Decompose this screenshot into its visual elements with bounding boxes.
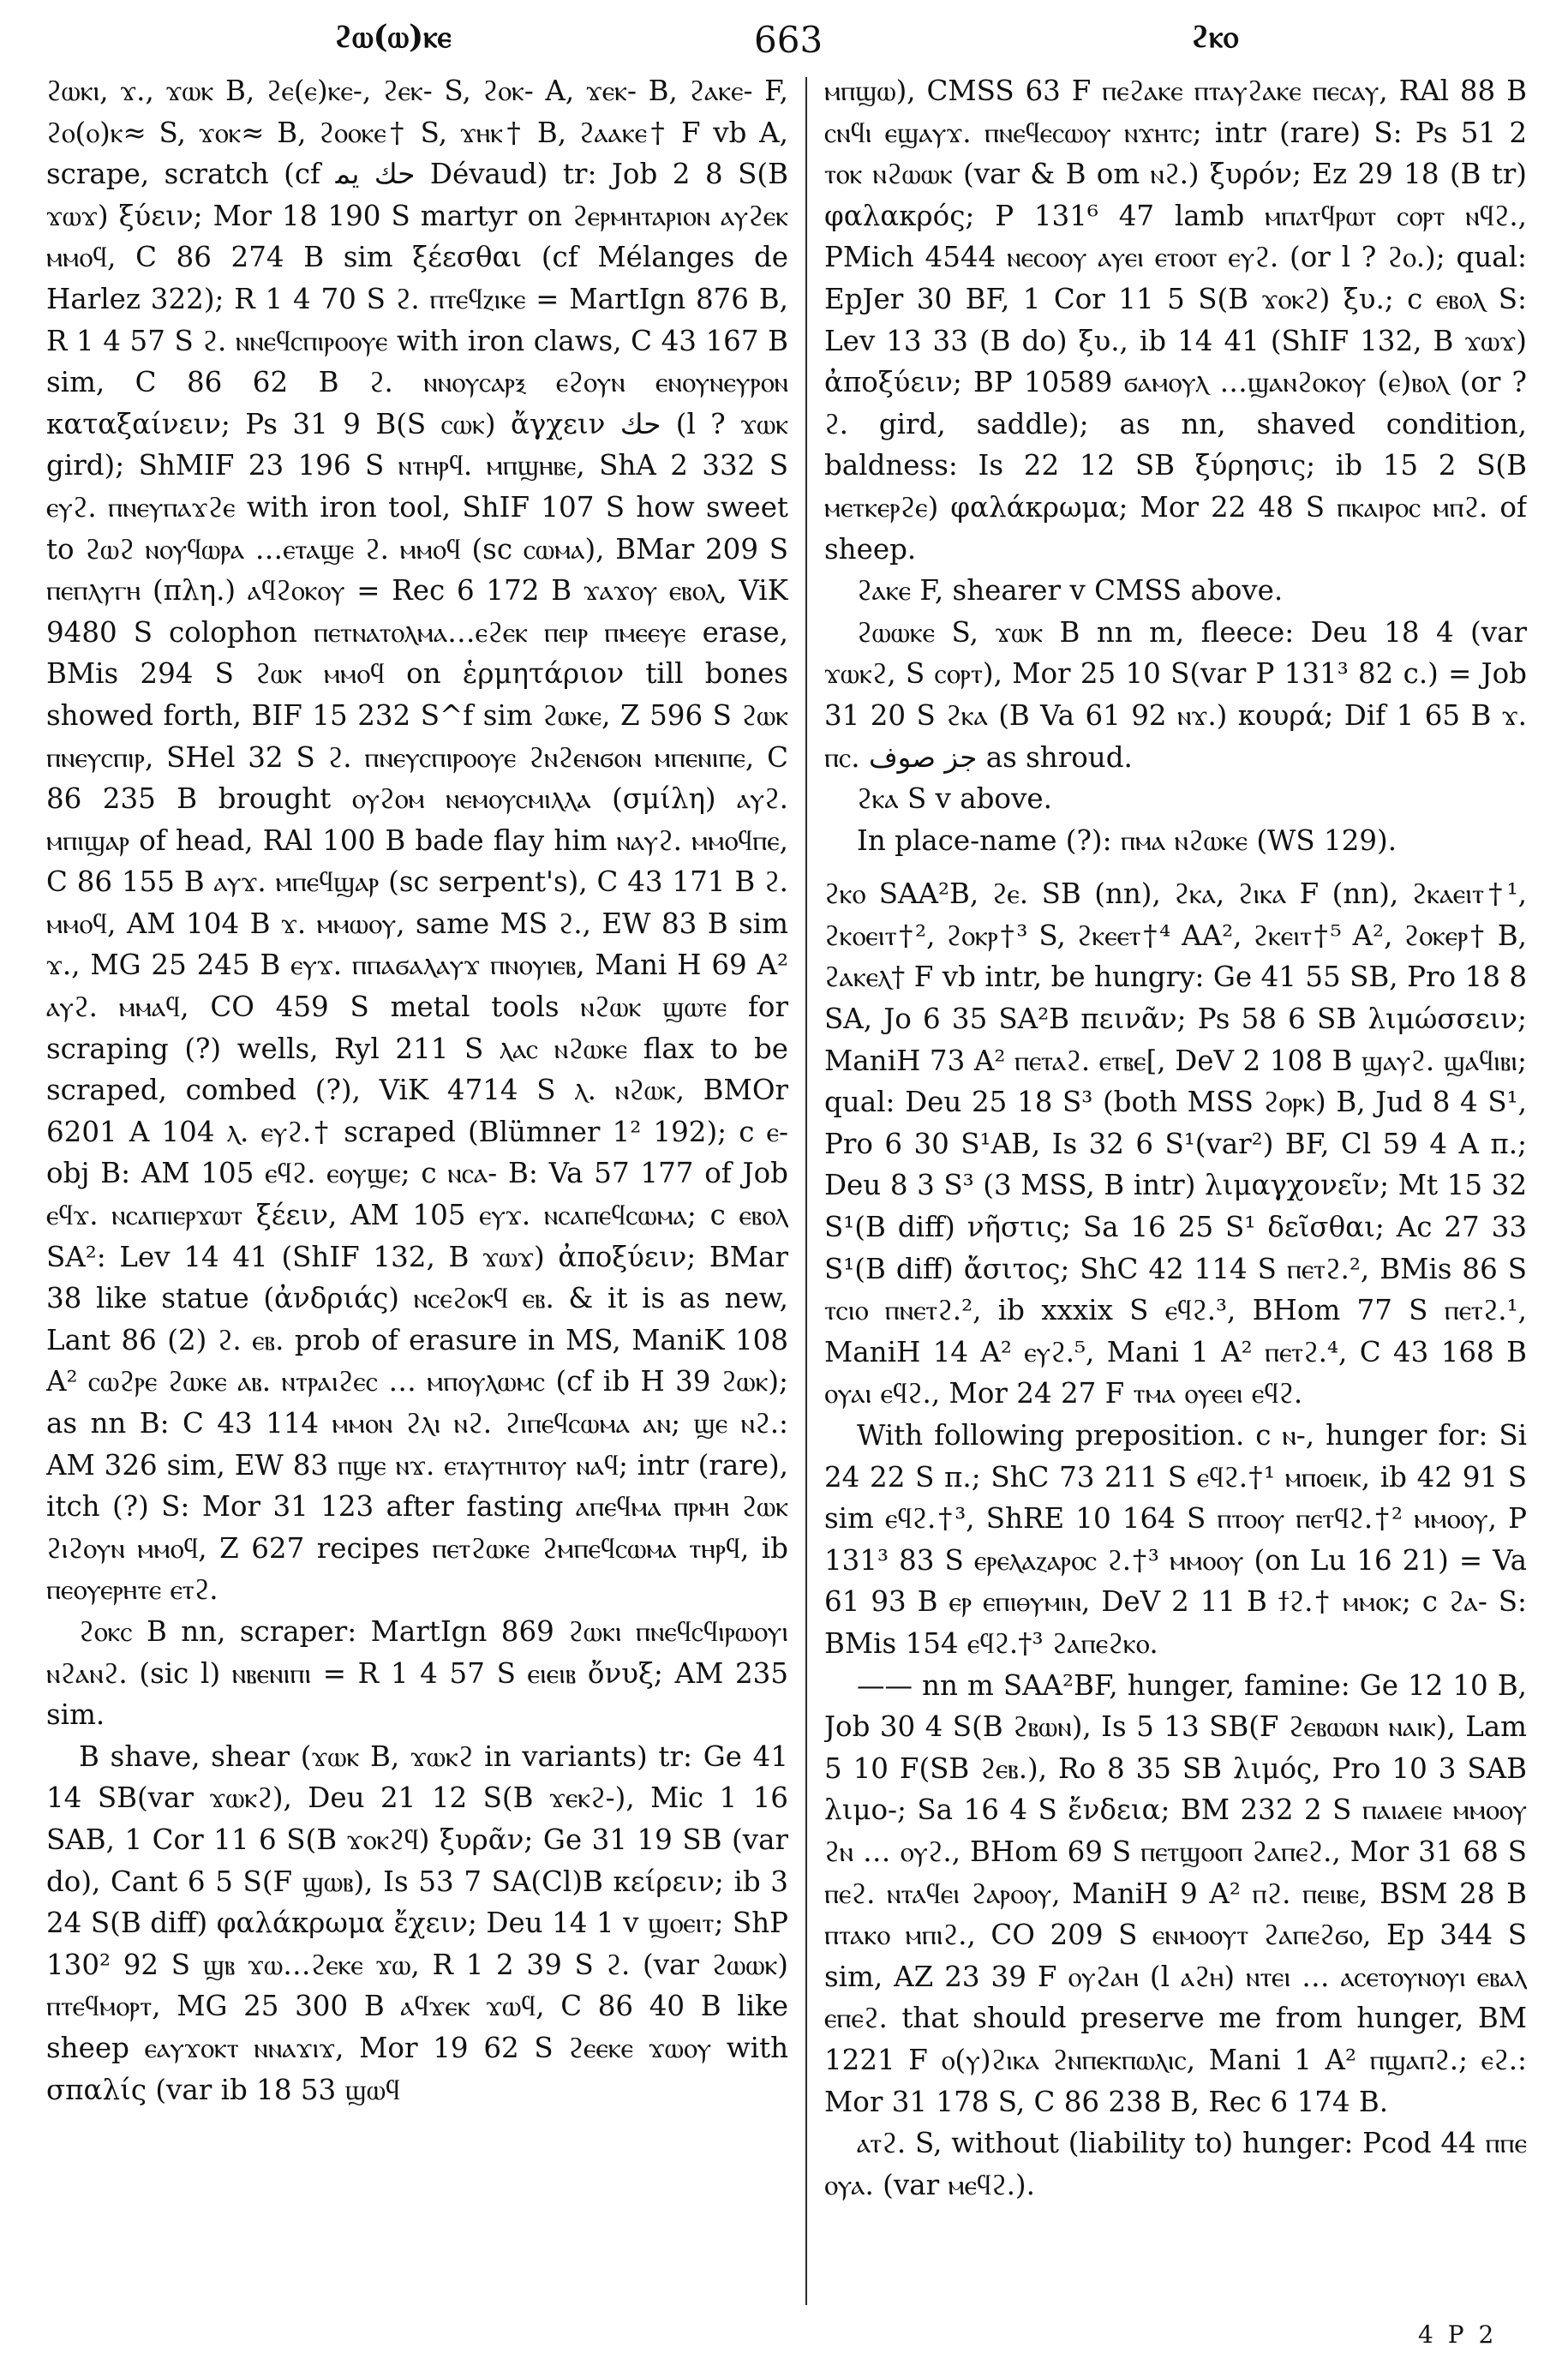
headword-entry: ϩⲕⲟ SAA²B, ϩⲉ. SB (nn), ϩⲕⲁ, ϩⲓⲕⲁ F (nn), ϩⲕⲁⲉⲓⲧ†¹, ϩⲕⲟⲉⲓⲧ†², ϩⲟⲕⲣ†³ S, ϩⲕⲉⲉⲧ†⁴ AA², ϩⲕⲉⲓⲧ†⁵ A², ϩⲟⲕⲉⲣ† B, ϩⲁⲕⲉⲗ† F vb intr, be hungry: Ge 41 55 SB, Pro 18 8 SA, Jo 6 35 SA²B πεινᾶν; Ps 58 6 SB λιμώσσειν; ManiH 73 A² ⲡⲉⲧⲁϩ. ⲉⲧⲃⲉ[, DeV 2 108 B ϣⲁⲩϩ. ϣⲁϥⲓⲃⲓ; qual: Deu 25 18 S³ (both MSS ϩⲟⲣⲕ) B, Jud 8 4 S¹, Pro 6 30 S¹AB, Is 32 6 S¹(var²) BF, Cl 59 4 A π.; Deu 8 3 S³ (3 MSS, B intr) λιμαγχονεῖν; Mt 15 32 S¹(B diff) νῆστις; Sa 16 25 S¹ δεῖσθαι; Ac 27 33 S¹(B diff) ἄσιτος; ShC 42 114 S ⲡⲉⲧϩ.², BMis 86 S ⲧⲥⲓⲟ ⲡⲛⲉⲧϩ.², ib xxxix S ⲉϥϩ.³, BHom 77 S ⲡⲉⲧϩ.¹, ManiH 14 A² ⲉⲩϩ.⁵, Mani 1 A² ⲡⲉⲧϩ.⁴, C 43 168 B ⲟⲩⲁⲓ ⲉϥϩ., Mor 24 27 F ⲧⲙⲁ ⲟⲩⲉⲉⲓ ⲉϥϩ. (824, 877, 1527, 1410)
entry-paragraph: ϩⲁⲕⲉ F, shearer v CMSS above. (857, 574, 1284, 608)
entry-paragraph: ⲙⲡϣⲱ), CMSS 63 F ⲡⲉϩⲁⲕⲉ ⲡⲧⲁⲩϩⲁⲕⲉ ⲡⲉⲥⲁⲩ, RAl 88 B ⲥⲛϥⲓ ⲉϣⲁⲩϫ. ⲡⲛⲉϥⲉⲥⲱⲟⲩ ⲛϫⲏⲧⲥ; intr (rare) S: Ps 51 2 ⲧⲟⲕ ⲛϩⲱⲱⲕ (var & B om ⲛϩ.) ξυρόν; Ez 29 18 (B tr) φαλακρός; P 131⁶ 47 lamb ⲙⲡⲁⲧϥⲣⲱⲧ ⲥⲟⲣⲧ ⲛϥϩ., PMich 4544 ⲛⲉⲥⲟⲟⲩ ⲁⲩⲉⲓ ⲉⲧⲟⲟⲧ ⲉⲩϩ. (or l ? ϩⲟ.); qual: EpJer 30 BF, 1 Cor 11 5 S(B ϫⲟⲕϩ) ξυ.; c ⲉⲃⲟⲗ S: Lev 13 33 (B do) ξυ., ib 14 41 (ShIF 132, B ϫⲱϫ) ἀποξύειν; BP 10589 ϭⲁⲙⲟⲩⲗ …ϣⲁⲛϩⲟⲕⲟⲩ (ⲉ)ⲃⲟⲗ (or ? ϩ. gird, saddle); as nn, shaved condition, baldness: Is 22 12 SB ξύρησις; ib 15 2 S(B ⲙⲉⲧⲕⲉⲣϩⲉ) φαλάκρωμα; Mor 22 48 S ⲡⲕⲁⲓⲣⲟⲥ ⲙⲡϩ. of sheep. (824, 75, 1527, 566)
page-number: 663 (754, 19, 823, 61)
right-column (824, 70, 1527, 2298)
entry-paragraph: ϩⲟⲕⲥ B nn, scraper: MartIgn 869 ϩⲱⲕⲓ ⲡⲛⲉϥⲥϥⲓⲣⲱⲟⲩⲓ ⲛϩⲁⲛϩ. (sic l) ⲛⲃⲉⲛⲓⲡⲓ = R 1 4 57 S ⲉⲓⲉⲓⲃ ὄνυξ; AM 235 sim. (46, 1614, 788, 1732)
entry-paragraph: —— nn m SAA²BF, hunger, famine: Ge 12 10 B, Job 30 4 S(B ϩⲃⲱⲛ), Is 5 13 SB(F ϩⲉⲃⲱⲱⲛ ⲛⲁⲓⲕ), Lam 5 10 F(SB ϩⲉⲃ.), Ro 8 35 SB λιμός, Pro 10 3 SAB λιμο-; Sa 16 4 S ἔνδεια; BM 232 2 S ⲡⲁⲓⲁⲉⲓⲉ ⲙⲙⲟⲟⲩ ϩⲛ … ⲟⲩϩ., BHom 69 S ⲡⲉⲧϣⲟⲟⲡ ϩⲁⲡⲉϩ., Mor 31 68 S ⲡⲉϩ. ⲛⲧⲁϥⲉⲓ ϩⲁⲣⲟⲟⲩ, ManiH 9 A² ⲡϩ. ⲡⲉⲓⲃⲉ, BSM 28 B ⲡⲧⲁⲕⲟ ⲙⲡⲓϩ., CO 209 S ⲉⲛⲙⲟⲟⲩⲧ ϩⲁⲡⲉϩϭⲟ, Ep 344 S sim, AZ 23 39 F ⲟⲩϩⲁⲏ (l ⲁϩⲏ) ⲛⲧⲉⲓ … ⲁⲥⲉⲧⲟⲩⲛⲟⲩⲓ ⲉⲃⲁⲗ ⲉⲡⲉϩ. that should preserve me from hunger, BM 1221 F ⲟ(ⲩ)ϩⲓⲕⲁ ϩⲛⲡⲉⲕⲡⲱⲗⲓⲥ, Mani 1 A² ⲡϣⲁⲡϩ.; ⲉϩ.: Mor 31 178 S, C 86 238 B, Rec 6 174 B. (824, 1668, 1527, 2118)
header-right-headword: ϩⲕⲟ (1191, 19, 1239, 55)
column-divider (805, 77, 807, 2305)
entry-paragraph: With following preposition. c ⲛ-, hunger for: Si 24 22 S π.; ShC 73 211 S ⲉϥϩ.†¹ ⲙⲡⲟⲉⲓⲕ, ib 42 91 S sim ⲉϥϩ.†³, ShRE 10 164 S ⲡⲧⲟⲟⲩ ⲡⲉⲧϥϩ.†² ⲙⲙⲟⲟⲩ, P 131³ 83 S ⲉⲣⲉⲗⲁⲍⲁⲣⲟⲥ ϩ.†³ ⲙⲙⲟⲟⲩ (on Lu 16 21) = Va 61 93 B ⲉⲣ ⲉⲡⲓⲑⲩⲙⲓⲛ, DeV 2 11 B ϯϩ.† ⲙⲙⲟⲕ; c ϩⲁ- S: BMis 154 ⲉϥϩ.†³ ϩⲁⲡⲉϩⲕⲟ. (824, 1419, 1527, 1660)
entry-paragraph: ϩⲱⲱⲕⲉ S, ϫⲱⲕ B nn m, fleece: Deu 18 4 (var ϫⲱⲕϩ, S ⲥⲟⲣⲧ), Mor 25 10 S(var P 131³ 82 c.) = Job 31 20 S ϩⲕⲁ (B Va 61 92 ⲛϫ.) κουρά; Dif 1 65 B ϫ. ⲡⲥ. ﺟﺰ ﺻﻮﻑ as shroud. (824, 615, 1527, 774)
printer-signature: 4 P 2 (1418, 2320, 1498, 2349)
running-header (0, 9, 1568, 69)
entry-paragraph: B shave, shear (ϫⲱⲕ B, ϫⲱⲕϩ in variants) tr: Ge 41 14 SB(var ϫⲱⲕϩ), Deu 21 12 S(B ϫⲉⲕϩ-), Mic 1 16 SAB, 1 Cor 11 6 S(B ϫⲟⲕϩϥ) ξυρᾶν; Ge 31 19 SB (var do), Cant 6 5 S(F ϣⲱⲃ), Is 53 7 SA(Cl)B κείρειν; ib 3 24 S(B diff) φαλάκρωμα ἔχειν; Deu 14 1 v ϣⲟⲉⲓⲧ; ShP 130² 92 S ϣⲃ ϫⲱ…ϩⲉⲕⲉ ϫⲱ, R 1 2 39 S ϩ. (var ϩⲱⲱⲕ) ⲡⲧⲉϥⲙⲟⲣⲧ, MG 25 300 B ⲁϥϫⲉⲕ ϫⲱϥ, C 86 40 B like sheep ⲉⲁⲩϫⲟⲕⲧ ⲛⲛⲁϫⲓϫ, Mor 19 62 S ϩⲉⲉⲕⲉ ϫⲱⲟⲩ with σπαλίς (var ib 18 53 ϣⲱϥ (46, 1739, 788, 2106)
entry-paragraph: ⲁⲧϩ. S, without (liability to) hunger: Pcod 44 ⲡⲡⲉ ⲟⲩⲁ. (var ⲙⲉϥϩ.). (824, 2127, 1527, 2201)
header-left-headword: ϩⲱ(ⲱ)ⲕⲉ (334, 19, 452, 55)
entry-paragraph: ϩⲕⲁ S v above. (857, 782, 1052, 816)
entry-paragraph: In place-name (?): ⲡⲙⲁ ⲛϩⲱⲕⲉ (WS 129). (857, 823, 1397, 857)
left-column (46, 70, 788, 2298)
entry-paragraph: ϩⲱⲕⲓ, ϫ., ϫⲱⲕ B, ϩⲉ(ⲉ)ⲕⲉ-, ϩⲉⲕ- S, ϩⲟⲕ- A, ϫⲉⲕ- B, ϩⲁⲕⲉ- F, ϩⲟ(ⲟ)ⲕ≈ S, ϫⲟⲕ≈ B, ϩⲟⲟⲕⲉ† S, ϫⲏⲕ† B, ϩⲁⲁⲕⲉ† F vb A, scrape, scratch (cf ﺣﻚ ﻳﻤ Dévaud) tr: Job 2 8 S(B ϫⲱϫ) ξύειν; Mor 18 190 S martyr on ϩⲉⲣⲙⲏⲧⲁⲣⲓⲟⲛ ⲁⲩϩⲉⲕ ⲙⲙⲟϥ, C 86 274 B sim ξέεσθαι (cf Mélanges de Harlez 322); R 1 4 70 S ϩ. ⲡⲧⲉϥⲍⲓⲕⲉ = MartIgn 876 B, R 1 4 57 S ϩ. ⲛⲛⲉϥⲥⲡⲓⲣⲟⲟⲩⲉ with iron claws, C 43 167 B sim, C 86 62 B ϩ. ⲛⲛⲟⲩⲥⲁⲣⲝ ⲉϩⲟⲩⲛ ⲉⲛⲟⲩⲛⲉⲩⲣⲟⲛ καταξαίνειν; Ps 31 9 B(S ⲥⲱⲕ) ἄγχειν ﺣﻚ (l ? ϫⲱⲕ gird); ShMIF 23 196 S ⲛⲧⲏⲣϥ. ⲙⲡϣⲏⲃⲉ, ShA 2 332 S ⲉⲩϩ. ⲡⲛⲉⲩⲡⲁϫϩⲉ with iron tool, ShIF 107 S how sweet to ϩⲱϩ ⲛⲟⲩϥⲱⲣⲁ …ⲉⲧⲁϣⲉ ϩ. ⲙⲙⲟϥ (sc ⲥⲱⲙⲁ), BMar 209 S ⲡⲉⲡⲗⲩⲅⲏ (πλη.) ⲁϥϩⲟⲕⲟⲩ = Rec 6 172 B ϫⲁϫⲟⲩ ⲉⲃⲟⲗ, ViK 9480 S colophon ⲡⲉⲧⲛⲁⲧⲟⲗⲙⲁ…ⲉϩⲉⲕ ⲡⲉⲓⲣ ⲡⲙⲉⲉⲩⲉ erase, BMis 294 S ϩⲱⲕ ⲙⲙⲟϥ on ἑρμητάριον till bones showed forth, BIF 15 232 S^f sim ϩⲱⲕⲉ, Z 596 S ϩⲱⲕ ⲡⲛⲉⲩⲥⲡⲓⲣ, SHel 32 S ϩ. ⲡⲛⲉⲩⲥⲡⲓⲣⲟⲟⲩⲉ ϩⲛϩⲉⲛϭⲟⲛ ⲙⲡⲉⲛⲓⲡⲉ, C 86 235 B brought ⲟⲩϩⲟⲙ ⲛⲉⲙⲟⲩⲥⲙⲓⲗⲗⲁ (σμίλη) ⲁⲩϩ. ⲙⲡⲓϣⲁⲣ of head, RAl 100 B bade flay him ⲛⲁⲩϩ. ⲙⲙⲟϥⲡⲉ, C 86 155 B ⲁⲩϫ. ⲙⲡⲉϥϣⲁⲣ (sc serpent's), C 43 171 B ϩ. ⲙⲙⲟϥ, AM 104 B ϫ. ⲙⲙⲱⲟⲩ, same MS ϩ., EW 83 B sim ϫ., MG 25 245 B ⲉⲩϫ. ⲡⲡⲁϭⲁⲗⲁⲩϫ ⲡⲛⲟⲩⲓⲉⲃ, Mani H 69 A² ⲁⲩϩ. ⲙⲙⲁϥ, CO 459 S metal tools ⲛϩⲱⲕ ϣⲱⲧⲉ for scraping (?) wells, Ryl 211 S ⲗⲁⲥ ⲛϩⲱⲕⲉ flax to be scraped, combed (?), ViK 4714 S ⲗ. ⲛϩⲱⲕ, BMOr 6201 A 104 ⲗ. ⲉⲩϩ.† scraped (Blümner 1² 192); c ⲉ- obj B: AM 105 ⲉϥϩ. ⲉⲟⲩϣⲉ; c ⲛⲥⲁ- B: Va 57 177 of Job ⲉϥϫ. ⲛⲥⲁⲡⲓⲉⲣϫⲱⲧ ξέειν, AM 105 ⲉⲩϫ. ⲛⲥⲁⲡⲉϥⲥⲱⲙⲁ; c ⲉⲃⲟⲗ SA²: Lev 14 41 (ShIF 132, B ϫⲱϫ) ἀποξύειν; BMar 38 like statue (ἀνδριάς) ⲛⲥⲉϩⲟⲕϥ ⲉⲃ. & it is as new, Lant 86 (2) ϩ. ⲉⲃ. prob of erasure in MS, ManiK 108 A² ⲥⲱϩⲣⲉ ϩⲱⲕⲉ ⲁⲃ. ⲛⲧⲣⲁⲓϩⲉⲥ … ⲙⲡⲟⲩⲗⲱⲙⲥ (cf ib H 39 ϩⲱⲕ); as nn B: C 43 114 ⲙⲙⲟⲛ ϩⲗⲓ ⲛϩ. ϩⲓⲡⲉϥⲥⲱⲙⲁ ⲁⲛ; ϣⲉ ⲛϩ.: AM 326 sim, EW 83 ⲡϣⲉ ⲛϫ. ⲉⲧⲁⲩⲧⲏⲓⲧⲟⲩ ⲛⲁϥ; intr (rare), itch (?) S: Mor 31 123 after fasting ⲁⲡⲉϥⲙⲁ ⲡⲣⲙⲏ ϩⲱⲕ ϩⲓϩⲟⲩⲛ ⲙⲙⲟϥ, Z 627 recipes ⲡⲉⲧϩⲱⲕⲉ ϩⲙⲡⲉϥⲥⲱⲙⲁ ⲧⲏⲣϥ, ib ⲡⲉⲟⲩⲉⲣⲏⲧⲉ ⲉⲧϩ. (46, 75, 788, 1607)
